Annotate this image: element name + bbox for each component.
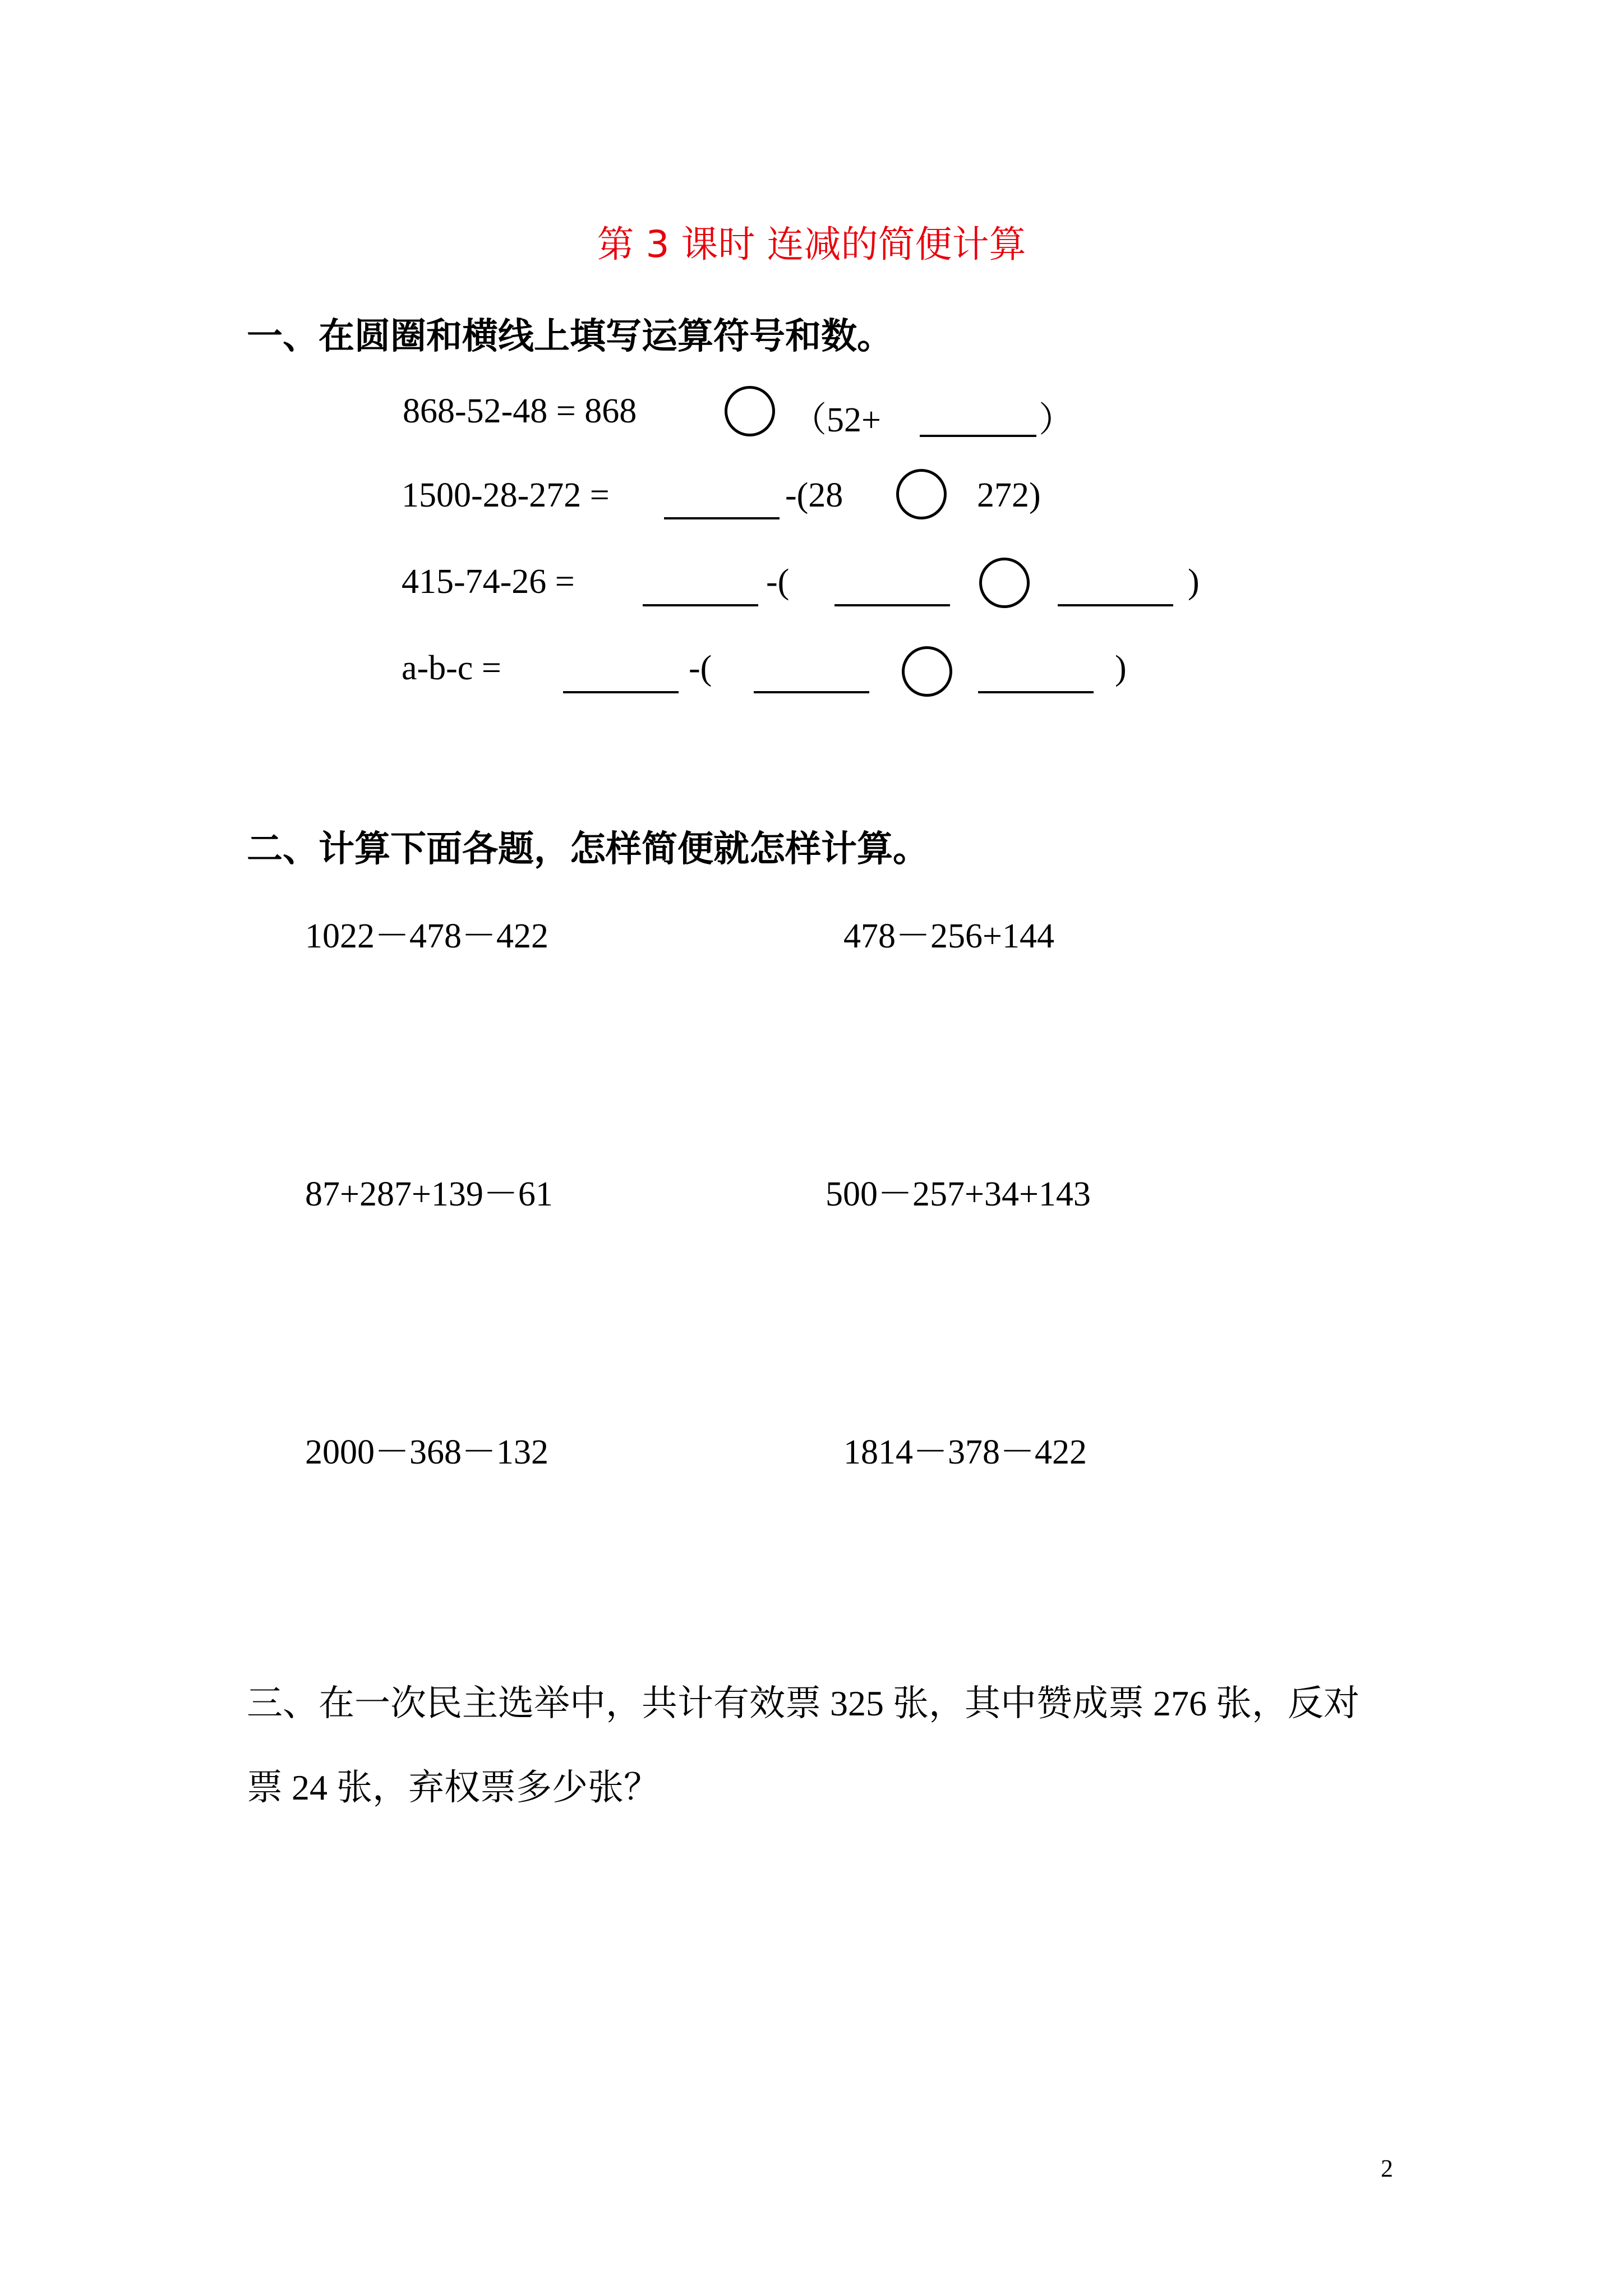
fill-row-2-expression: 1500-28-272 = xyxy=(402,476,610,514)
calc-item-4: 500－257+34+143 xyxy=(826,1175,1091,1213)
fill-blank-3a[interactable] xyxy=(643,604,758,606)
fill-row-4-minus-paren: -( xyxy=(689,649,712,687)
fill-circle-2[interactable] xyxy=(896,469,947,519)
calc-item-3: 87+287+139－61 xyxy=(305,1175,553,1213)
section-2-heading: 二、计算下面各题，怎样简便就怎样计算。 xyxy=(247,829,929,870)
fill-blank-3b[interactable] xyxy=(834,604,950,606)
fill-row-1-expression: 868-52-48 = 868 xyxy=(403,392,637,430)
fill-circle-3[interactable] xyxy=(979,558,1030,608)
fill-row-1-paren-open: （52+ xyxy=(792,401,881,439)
fill-blank-4c[interactable] xyxy=(978,691,1094,693)
fill-row-1-paren-close: ） xyxy=(1039,401,1074,439)
calc-item-6: 1814－378－422 xyxy=(843,1433,1087,1471)
fill-row-3-minus-paren: -( xyxy=(766,563,790,601)
calc-item-5: 2000－368－132 xyxy=(305,1433,549,1471)
fill-blank-2[interactable] xyxy=(664,517,780,519)
fill-row-2-minus-paren: -(28 xyxy=(785,476,843,514)
fill-circle-4[interactable] xyxy=(902,646,952,697)
calc-item-1: 1022－478－422 xyxy=(305,917,549,955)
fill-blank-4b[interactable] xyxy=(754,691,869,693)
fill-blank-1[interactable] xyxy=(920,435,1036,437)
word-problem: 三、在一次民主选举中，共计有效票 325 张，其中赞成票 276 张，反对票 24 张，弃权票多少张？ xyxy=(247,1683,1359,1807)
fill-row-3-expression: 415-74-26 = xyxy=(402,563,575,601)
fill-row-2-tail: 272) xyxy=(977,476,1041,514)
page-title: 第 3 课时 连减的简便计算 xyxy=(597,223,1026,266)
fill-row-3-tail: ) xyxy=(1188,563,1200,601)
page-number: 2 xyxy=(1381,2155,1393,2182)
fill-row-4-tail: ) xyxy=(1115,649,1127,687)
calc-item-2: 478－256+144 xyxy=(843,917,1054,955)
fill-row-4-expression: a-b-c = xyxy=(402,649,501,687)
fill-blank-4a[interactable] xyxy=(563,691,679,693)
fill-circle-1[interactable] xyxy=(725,386,775,436)
fill-blank-3c[interactable] xyxy=(1058,604,1173,606)
section-1-heading: 一、在圆圈和横线上填写运算符号和数。 xyxy=(247,316,893,357)
